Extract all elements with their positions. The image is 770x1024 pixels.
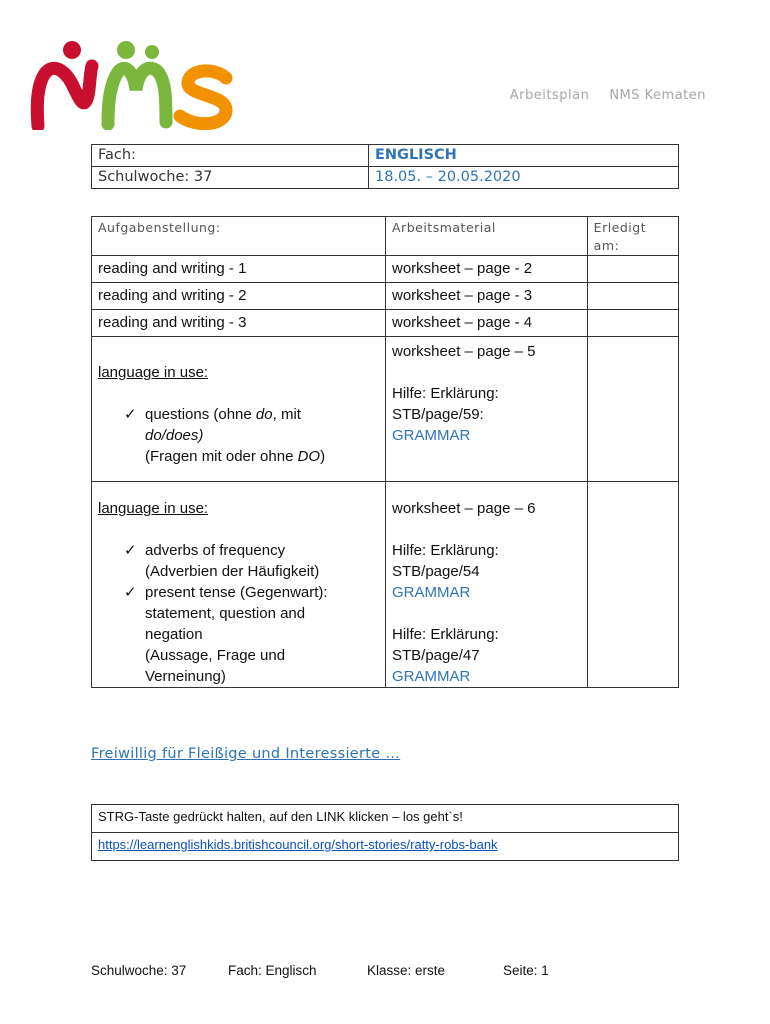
logo-dot-red <box>63 41 81 59</box>
list-item: ✓ questions (ohne do, mit do/does) (Fragen mit oder ohne DO) <box>124 405 326 465</box>
check-icon: ✓ <box>124 405 137 423</box>
task-table-header <box>92 217 679 256</box>
task-cell: reading and writing - 3 <box>92 310 386 337</box>
table-row <box>92 283 679 310</box>
erledigt-cell[interactable] <box>587 310 678 337</box>
grammar-link[interactable]: GRAMMAR <box>392 427 471 444</box>
check-icon: ✓ <box>124 541 137 559</box>
material-cell: worksheet – page - 2 <box>386 256 588 283</box>
header-arbeitsplan: Arbeitsplan <box>509 88 590 103</box>
material-cell: worksheet – page – 6 Hilfe: Erklärung: STB/page/54 GRAMMAR Hilfe: Erklärung: STB/page/47 GRAMMAR <box>386 482 588 688</box>
task-cell: reading and writing - 1 <box>92 256 386 283</box>
task-table <box>91 216 679 688</box>
erledigt-cell[interactable] <box>587 337 678 482</box>
freiwillig-heading[interactable]: Freiwillig für Fleißige und Interessierte … <box>91 746 401 762</box>
page-header <box>510 88 706 103</box>
material-cell: worksheet – page – 5 Hilfe: Erklärung: STB/page/59: GRAMMAR <box>386 337 588 482</box>
lang1-bullets <box>98 404 379 467</box>
table-row <box>92 310 679 337</box>
erledigt-cell[interactable] <box>587 482 678 688</box>
lang2-bullets <box>98 540 379 687</box>
task-cell <box>92 337 386 482</box>
logo-letter-m <box>108 68 166 124</box>
header-school: NMS Kematen <box>609 88 706 103</box>
link-instruction: STRG-Taste gedrückt halten, auf den LINK klicken – los geht`s! <box>92 805 679 833</box>
erledigt-cell[interactable] <box>587 256 678 283</box>
woche-value: 18.05. – 20.05.2020 <box>369 167 679 189</box>
lang1-heading: language in use: <box>98 364 209 381</box>
list-item: ✓ present tense (Gegenwart): statement, question and negation (Aussage, Frage und Verneinung) <box>124 583 328 685</box>
header-erledigt: Erledigt am: <box>587 217 678 256</box>
check-icon: ✓ <box>124 583 137 601</box>
woche-label: Schulwoche: 37 <box>92 167 369 189</box>
logo-letter-n <box>37 66 92 126</box>
table-row-language-1 <box>92 337 679 482</box>
logo-letter-s <box>180 71 226 124</box>
header-arbeitsmaterial: Arbeitsmaterial <box>386 217 588 256</box>
task-cell: reading and writing - 2 <box>92 283 386 310</box>
lang2-heading: language in use: <box>98 500 209 517</box>
header-aufgabenstellung: Aufgabenstellung: <box>92 217 386 256</box>
story-link[interactable]: https://learnenglishkids.britishcouncil.org/short-stories/ratty-robs-bank <box>98 837 498 852</box>
task-cell <box>92 482 386 688</box>
table-row <box>92 256 679 283</box>
logo-dot-green <box>117 41 135 59</box>
nms-logo <box>30 40 240 130</box>
logo-dot-green-2 <box>145 45 159 59</box>
footer-fach: Fach: Englisch <box>228 963 317 978</box>
table-row-language-2 <box>92 482 679 688</box>
list-item: ✓ adverbs of frequency (Adverbien der Häufigkeit) <box>124 541 320 580</box>
footer-woche: Schulwoche: 37 <box>91 963 187 978</box>
fach-label: Fach: <box>92 145 369 167</box>
footer-klasse: Klasse: erste <box>367 963 446 978</box>
link-table <box>91 804 679 861</box>
erledigt-cell[interactable] <box>587 283 678 310</box>
material-cell: worksheet – page - 3 <box>386 283 588 310</box>
footer-seite: Seite: 1 <box>503 963 549 978</box>
fach-value: ENGLISCH <box>369 145 679 167</box>
grammar-link[interactable]: GRAMMAR <box>392 668 471 685</box>
material-cell: worksheet – page - 4 <box>386 310 588 337</box>
grammar-link[interactable]: GRAMMAR <box>392 584 471 601</box>
fach-table <box>91 144 679 189</box>
